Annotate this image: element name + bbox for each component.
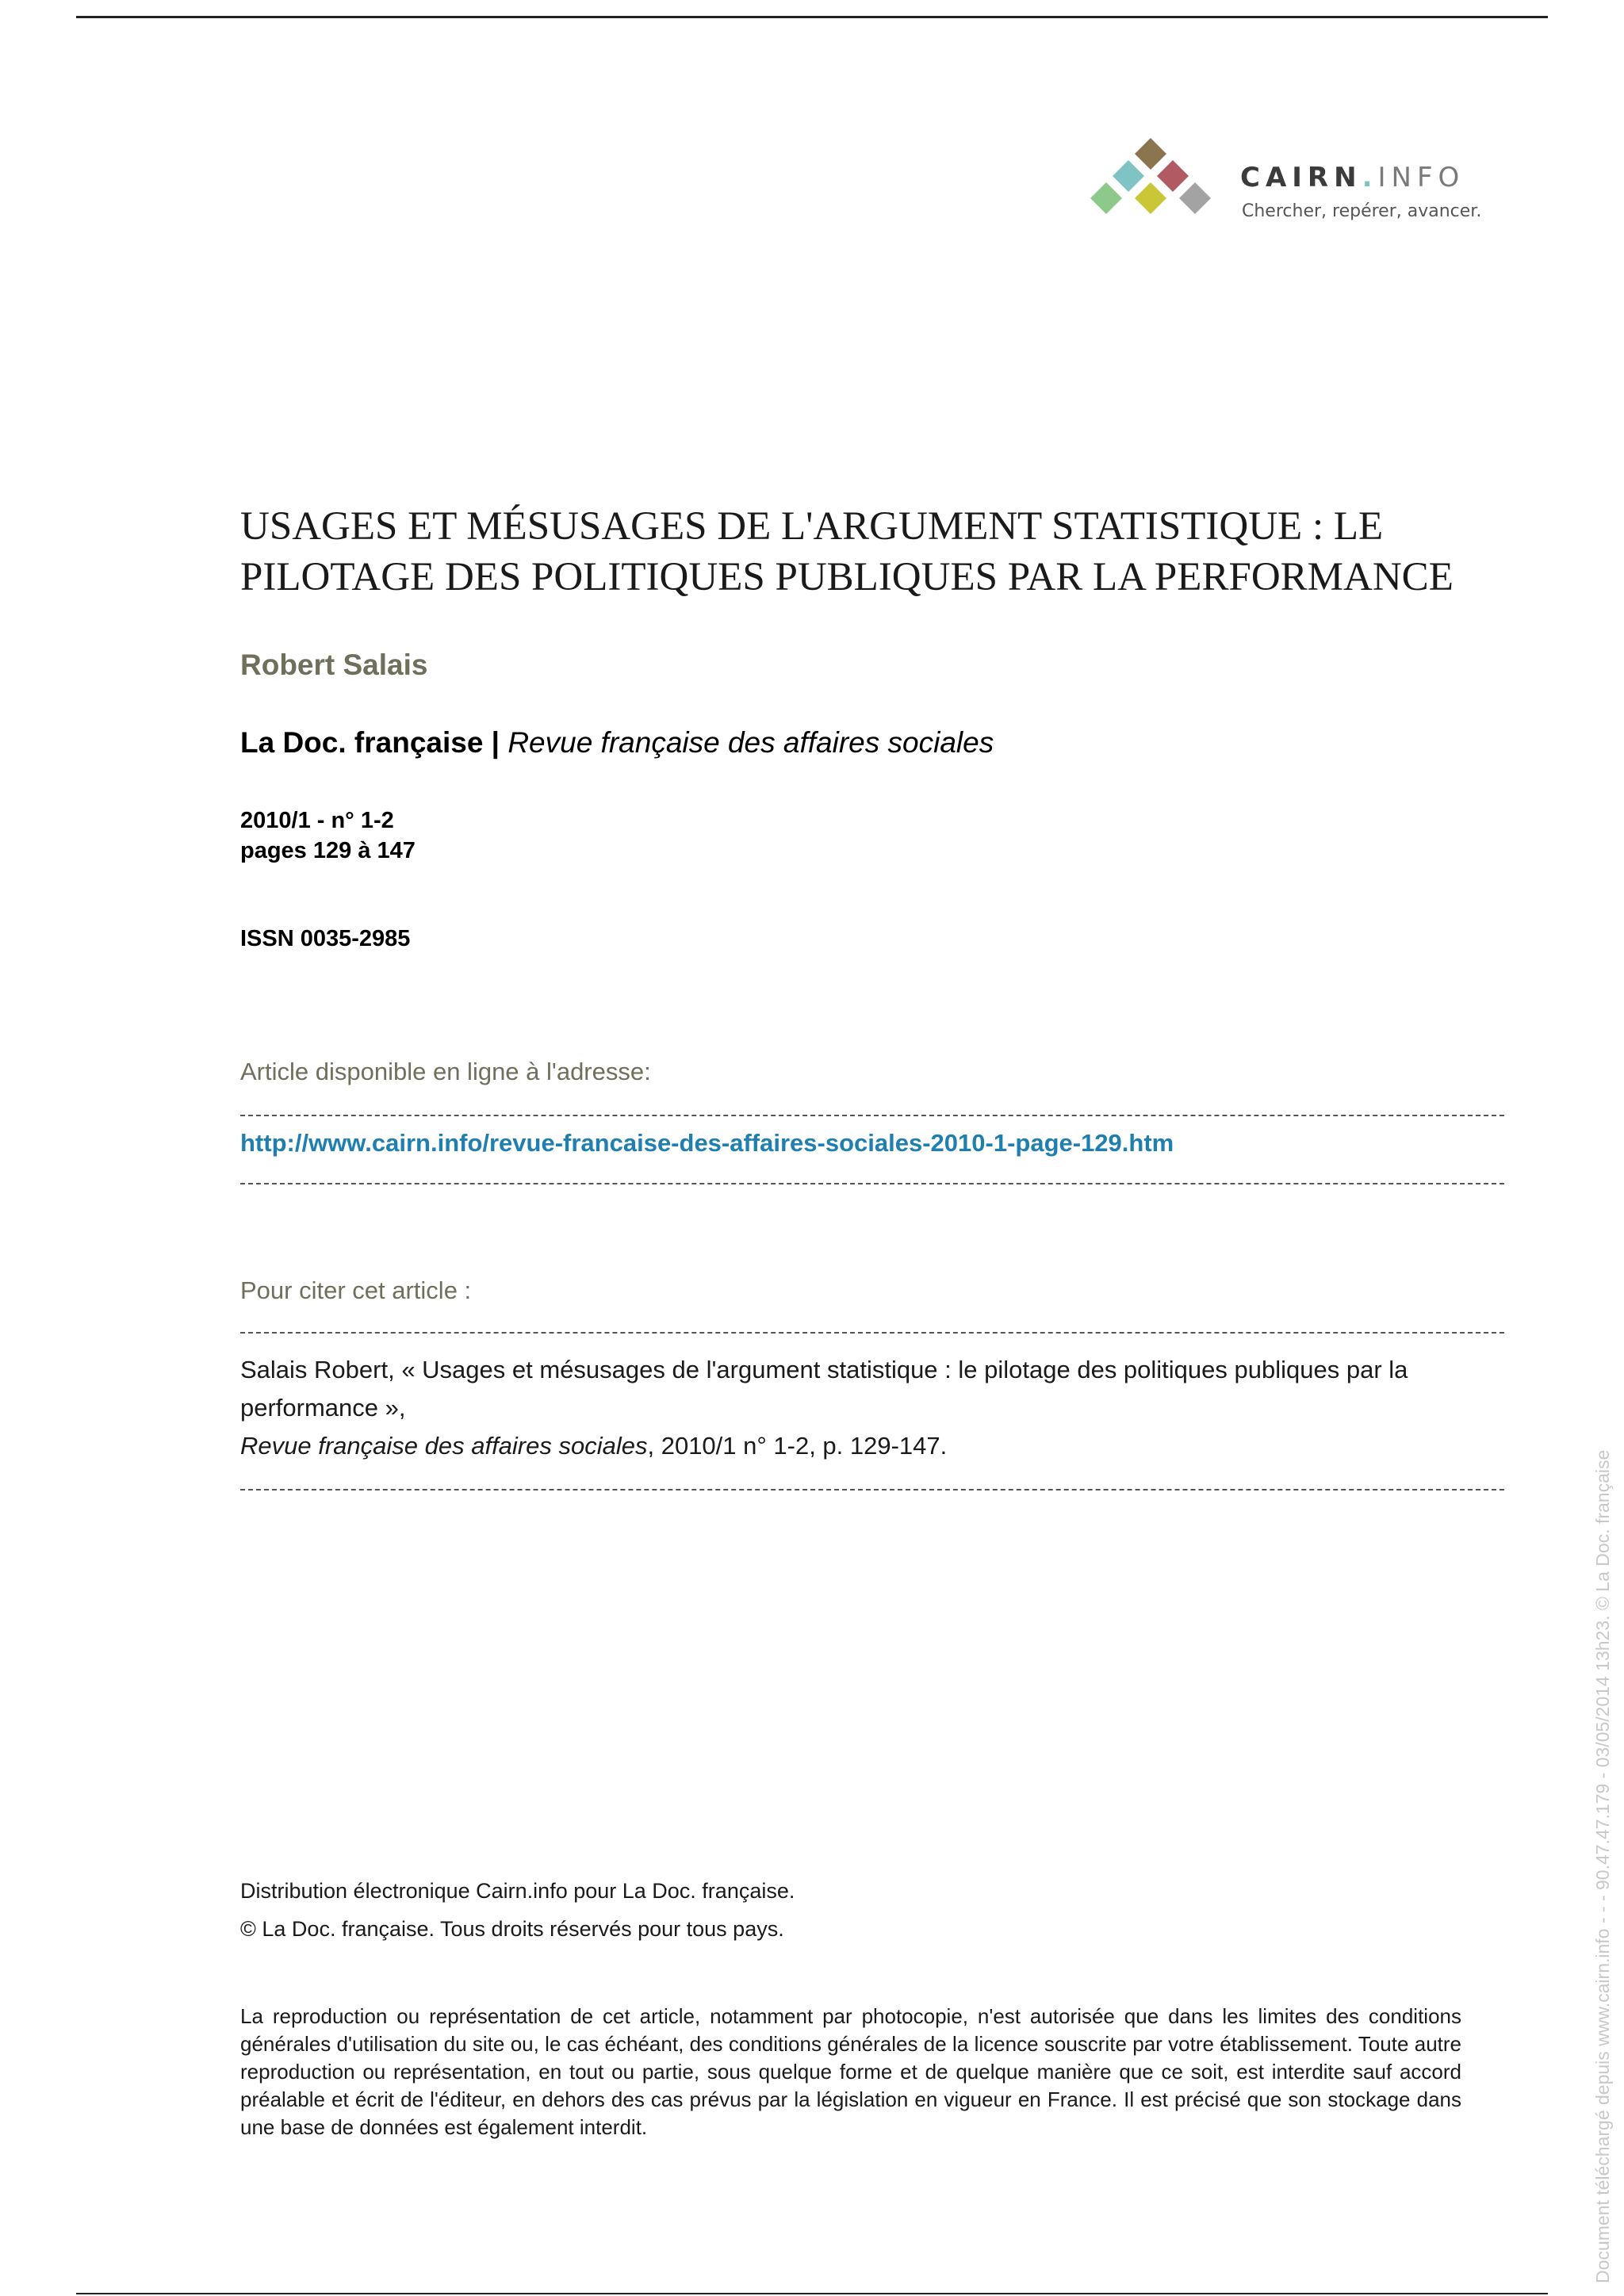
distribution-notice: Distribution électronique Cairn.info pour La Doc. française.: [240, 1879, 795, 1903]
citation-line-2: performance »,: [240, 1394, 406, 1422]
citation-details: , 2010/1 n° 1-2, p. 129-147.: [647, 1432, 948, 1460]
availability-label: Article disponible en ligne à l'adresse:: [240, 1058, 651, 1085]
publisher-line: [240, 726, 994, 760]
article-url-link[interactable]: http://www.cairn.info/revue-francaise-des-affaires-sociales-2010-1-page-129.htm: [240, 1129, 1174, 1157]
article-title: [240, 501, 1541, 603]
download-watermark: Document téléchargé depuis www.cairn.info - - - 90.47.47.179 - 03/05/2014 13h23. © La Doc. française: [1592, 1449, 1613, 2283]
journal-name: Revue française des affaires sociales: [508, 726, 994, 759]
article-title-line-1: USAGES ET MÉSUSAGES DE L'ARGUMENT STATISTIQUE : LE: [240, 504, 1384, 549]
copyright-notice: © La Doc. française. Tous droits réservés pour tous pays.: [240, 1917, 784, 1941]
bottom-rule: [76, 2293, 1548, 2294]
issue-info: [240, 806, 416, 866]
citation-line-1: Salais Robert, « Usages et mésusages de l'argument statistique : le pilotage des politiques publiques par la: [240, 1356, 1408, 1383]
logo-suffix: INFO: [1377, 162, 1465, 193]
issn: ISSN 0035-2985: [240, 926, 411, 951]
dashed-divider: [240, 1489, 1504, 1490]
cairn-logo[interactable]: [1085, 136, 1481, 232]
citation-line-3: [240, 1427, 1504, 1465]
article-title-line-2: PILOTAGE DES POLITIQUES PUBLIQUES PAR LA PERFORMANCE: [240, 555, 1454, 599]
issue-number: 2010/1 - n° 1-2: [240, 808, 394, 833]
dashed-divider: [240, 1332, 1504, 1334]
dashed-divider: [240, 1115, 1504, 1116]
citation-journal: Revue française des affaires sociales: [240, 1432, 648, 1460]
publisher-name: La Doc. française |: [240, 726, 500, 759]
logo-wordmark: CAIRN.INFO: [1240, 162, 1465, 193]
legal-notice: La reproduction ou représentation de cet article, notamment par photocopie, n'est autorisée que dans les limites des conditions générales d'utilisation du site ou, le cas échéant, des conditions générales de la licence souscrite par votre établissement. Toute autre reproduction ou représentation, en tout ou partie, sous quelque forme et de quelque manière que ce soit, est interdite sauf accord préalable et écrit de l'éditeur, en dehors des cas prévus par la législation en vigueur en France. Il est précisé que son stockage dans une base de données est également interdit.: [240, 2004, 1461, 2139]
citation-label: Pour citer cet article :: [240, 1276, 472, 1304]
logo-tagline: Chercher, repérer, avancer.: [1242, 201, 1482, 221]
page-range: pages 129 à 147: [240, 838, 416, 863]
cairn-diamonds-icon: [1085, 136, 1228, 232]
top-rule: [76, 16, 1548, 18]
dashed-divider: [240, 1183, 1504, 1184]
logo-name: CAIRN: [1240, 162, 1362, 193]
article-author: Robert Salais: [240, 649, 428, 681]
citation-text: [240, 1351, 1504, 1465]
